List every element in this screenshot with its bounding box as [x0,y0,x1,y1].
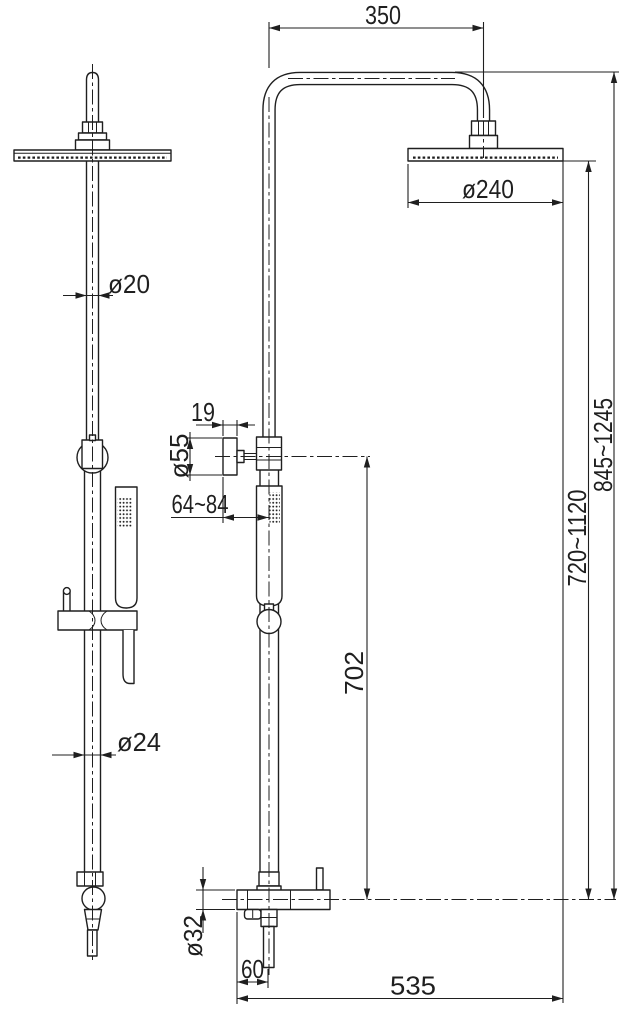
dim-upper-pipe-diameter-label: ø20 [108,269,150,299]
dim-riser-length [339,457,370,900]
side-wand-spray-face [118,498,133,527]
dim-wall-clearance [171,477,269,523]
side-hose [123,630,134,684]
dim-head-face-height-label: 720~1120 [562,472,592,587]
dim-head-face-height [562,161,596,900]
dim-lower-pipe-diameter [52,727,161,758]
front-shower-head [408,149,563,162]
front-wand-spray-face [270,492,281,524]
shower-arm [269,79,484,446]
dim-wall-clearance-label: 64~84 [171,489,229,519]
mixer-valve [237,868,330,968]
dim-riser-length-label: 702 [339,651,369,695]
dim-base-span-label: 535 [390,970,436,1001]
dim-valve-body-diameter [178,867,235,957]
valve-lever [317,868,324,890]
dim-overall-height-label: 845~1245 [588,375,618,492]
side-view [14,64,171,960]
dim-valve-body-diameter-label: ø32 [178,912,208,957]
dim-bracket-depth [191,397,255,436]
dim-head-diameter [408,164,563,208]
dim-arm-reach-label: 350 [365,0,401,30]
dim-bracket-diameter-label: ø55 [164,433,194,479]
front-view [215,79,616,976]
dim-head-diameter-label: ø240 [462,174,514,204]
dim-base-span [237,971,563,1002]
dim-bracket-depth-label: 19 [191,397,215,427]
dim-lower-pipe-diameter-label: ø24 [117,727,161,757]
side-bottom-connector [77,872,105,956]
dim-upper-pipe-diameter [63,269,150,299]
dim-spout-offset-label: 60 [241,954,264,984]
dim-arm-reach [269,0,484,118]
dim-bracket-diameter [164,432,222,481]
side-hand-shower [116,487,138,608]
